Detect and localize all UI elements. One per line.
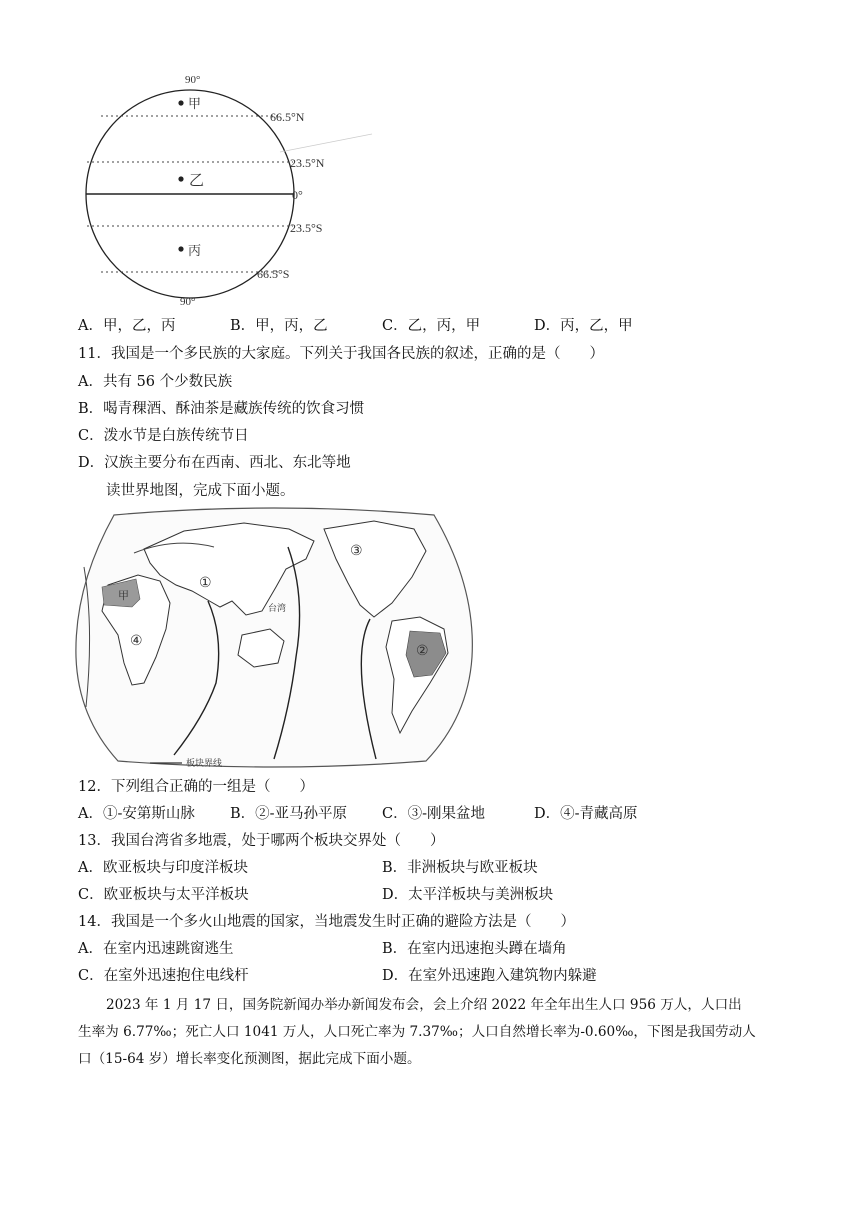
label-yi: 乙: [189, 173, 205, 189]
passage-line-1: 2023 年 1 月 17 日，国务院新闻办举办新闻发布会，会上介绍 2022 年全年出生人口 956 万人，人口出: [106, 997, 742, 1013]
q10-option-b[interactable]: B．甲，丙，乙: [230, 318, 328, 334]
globe-diagram: [80, 66, 380, 312]
q13-stem: 13．我国台湾省多地震，处于哪两个板块交界处（ ）: [78, 833, 445, 849]
label-equator: 0°: [292, 188, 303, 202]
map-label-2: ②: [416, 644, 429, 659]
map-intro: 读世界地图，完成下面小题。: [106, 483, 295, 499]
passage-line-2: 生率为 6.77‰；死亡人口 1041 万人，人口死亡率为 7.37‰；人口自然增长率为-0.60‰，下图是我国劳动人: [78, 1024, 756, 1040]
q12-option-a[interactable]: A．①-安第斯山脉: [78, 806, 195, 822]
map-label-3: ③: [350, 544, 363, 559]
q14-option-a[interactable]: A．在室内迅速跳窗逃生: [78, 941, 234, 957]
passage-line-3: 口（15-64 岁）增长率变化预测图，据此完成下面小题。: [78, 1051, 421, 1067]
map-label-jia: 甲: [118, 590, 129, 602]
label-23-5-s: 23.5°S: [290, 221, 323, 235]
q10-option-d[interactable]: D．丙，乙，甲: [534, 318, 633, 334]
point-yi: [178, 176, 183, 181]
label-66-5-s: 66.5°S: [257, 267, 290, 281]
q11-option-d[interactable]: D．汉族主要分布在西南、西北、东北等地: [78, 455, 351, 471]
q11-option-a[interactable]: A．共有 56 个少数民族: [78, 374, 233, 390]
q12-option-b[interactable]: B．②-亚马孙平原: [230, 806, 348, 822]
map-label-taiwan: 台湾: [268, 603, 287, 613]
q13-option-c[interactable]: C．欧亚板块与太平洋板块: [78, 887, 249, 903]
label-bottom-90: 90°: [180, 296, 196, 308]
legend-label: 板块界线: [186, 758, 223, 768]
q11-option-c[interactable]: C．泼水节是白族传统节日: [78, 428, 249, 444]
q14-option-c[interactable]: C．在室外迅速抱住电线杆: [78, 968, 249, 984]
world-map: [74, 507, 476, 769]
q14-option-b[interactable]: B．在室内迅速抱头蹲在墙角: [382, 941, 567, 957]
label-jia: 甲: [188, 96, 202, 111]
q10-options: [78, 316, 778, 336]
q12-options: [78, 804, 778, 824]
q13-option-b[interactable]: B．非洲板块与欧亚板块: [382, 860, 538, 876]
point-jia: [178, 100, 183, 105]
q14-option-d[interactable]: D．在室外迅速跑入建筑物内躲避: [382, 968, 597, 984]
q13-option-d[interactable]: D．太平洋板块与美洲板块: [382, 887, 554, 903]
q13-option-a[interactable]: A．欧亚板块与印度洋板块: [78, 860, 248, 876]
q11-option-b[interactable]: B．喝青稞酒、酥油茶是藏族传统的饮食习惯: [78, 401, 365, 417]
label-top-90: 90°: [185, 74, 201, 86]
q10-option-a[interactable]: A．甲，乙，丙: [78, 318, 176, 334]
q12-option-c[interactable]: C．③-刚果盆地: [382, 806, 485, 822]
q10-option-c[interactable]: C．乙，丙，甲: [382, 318, 481, 334]
faint-scan-line: [280, 134, 372, 152]
label-bing: 丙: [188, 243, 202, 258]
q12-stem: 12．下列组合正确的一组是（ ）: [78, 779, 314, 795]
q11-stem: 11．我国是一个多民族的大家庭。下列关于我国各民族的叙述，正确的是（ ）: [78, 346, 604, 362]
point-bing: [178, 246, 183, 251]
q12-option-d[interactable]: D．④-青藏高原: [534, 806, 638, 822]
label-23-5-n: 23.5°N: [290, 156, 325, 170]
label-66-5-n: 66.5°N: [270, 110, 305, 124]
map-label-4: ④: [130, 634, 143, 649]
map-label-1: ①: [199, 576, 212, 591]
q14-stem: 14．我国是一个多火山地震的国家，当地震发生时正确的避险方法是（ ）: [78, 914, 575, 930]
